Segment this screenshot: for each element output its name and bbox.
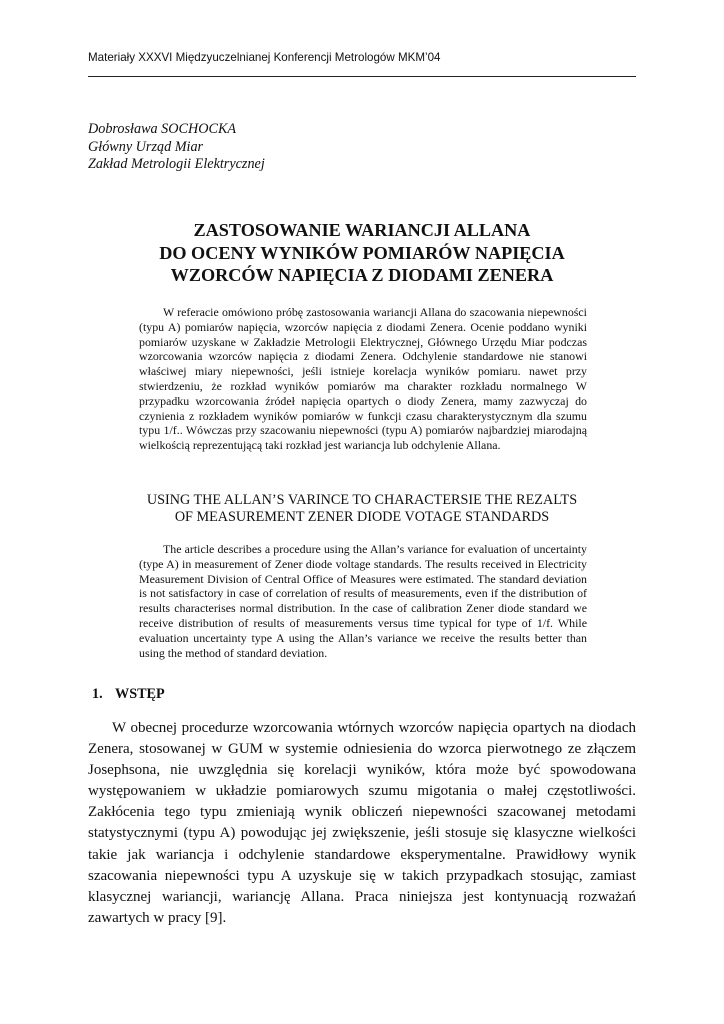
paper-title-pl xyxy=(88,219,636,287)
author-block xyxy=(88,121,265,174)
section-number: 1. xyxy=(92,686,103,702)
paper-title-en xyxy=(88,492,636,525)
paper-title-en-line: USING THE ALLAN’S VARINCE TO CHARACTERSIE THE REZALTS xyxy=(146,492,578,508)
paper-title-pl-line: WZORCÓW NAPIĘCIA Z DIODAMI ZENERA xyxy=(170,265,554,285)
section-title: WSTĘP xyxy=(115,686,165,702)
paper-title-en-line: OF MEASUREMENT ZENER DIODE VOTAGE STANDARDS xyxy=(174,508,550,525)
abstract-en-text: The article describes a procedure using the Allan’s variance for evaluation of uncertainty (type A) in measurement of Zener diode voltage standards. The results received in Electricity Measurement Division of Central Office of Measures were estimated. The standard deviation is not satisfactory in case of correlation of results of measurements, even if the distribution of results characterises normal distribution. In the case of calibration Zener diode standard we receive distribution of results of measurements versus time typical for type of 1/f. While evaluation uncertainty type A using the Allan’s variance we receive the results better than using the method of standard deviation. xyxy=(139,542,587,660)
section-body xyxy=(88,718,636,929)
paper-title-pl-line: ZASTOSOWANIE WARIANCJI ALLANA xyxy=(193,220,531,240)
body-paragraph: W obecnej procedurze wzorcowania wtórnych wzorców napięcia opartych na diodach Zenera, stosowanej w GUM w systemie odniesienia do wzorca pierwotnego ze złączem Josephsona, nie uwzględnia się korelacji wyników, która może być spowodowana występowaniem w układzie pomiarowych szumu migotania o małej częstotliwości. Zakłócenia tego typu zmieniają wynik obliczeń niepewności szacowanej metodami statystycznymi (typu A) powodując jej zwiększenie, jeśli stosuje się klasyczne wielkości takie jak wariancja i odchylenie standardowe eksperymentalne. Prawidłowy wynik szacowania niepewności typu A uzyskuje się w takich przypadkach stosując, zamiast klasycznej wariancji, wariancję Allana. Praca niniejsza jest kontynuacją rozważań zawartych w pracy [9]. xyxy=(88,720,636,926)
abstract-pl xyxy=(139,305,587,453)
abstract-pl-text: W referacie omówiono próbę zastosowania wariancji Allana do szacowania niepewności (typu A) pomiarów napięcia, wzorców napięcia z diodami Zenera. Ocenie poddano wyniki pomiarów uzyskane w Zakładzie Metrologii Elektrycznej, Głównego Urzędu Miar podczas wzorcowania wzorców napięcia z diodami Zenera. Odchylenie standardowe nie stanowi właściwej miary niepewności, jeśli istnieje korelacja wyników pomiaru. nawet przy stwierdzeniu, że rozkład wyników pomiarów ma charakter rozkładu normalnego W przypadku wzorcowania źródeł napięcia opartych o diody Zenera, mamy zazwyczaj do czynienia z rozkładem wyników pomiarów w funkcji czasu charakterystycznym dla szumu typu 1/f.. Wówczas przy szacowaniu niepewności (typu A) pomiarów najbardziej miarodajną wielkością reprezentującą taki rozkład jest wariancja lub odchylenie Allana. xyxy=(139,305,587,453)
paper-title-pl-line: DO OCENY WYNIKÓW POMIARÓW NAPIĘCIA xyxy=(159,242,565,263)
running-head: Materiały XXXVI Międzyuczelnianej Konferencji Metrologów MKM’04 xyxy=(88,50,636,77)
author-affiliation-department: Zakład Metrologii Elektrycznej xyxy=(88,156,265,172)
author-name: Dobrosława SOCHOCKA xyxy=(88,121,237,137)
abstract-en xyxy=(139,542,587,660)
section-heading xyxy=(92,685,165,703)
author-affiliation-office: Główny Urząd Miar xyxy=(88,138,204,155)
